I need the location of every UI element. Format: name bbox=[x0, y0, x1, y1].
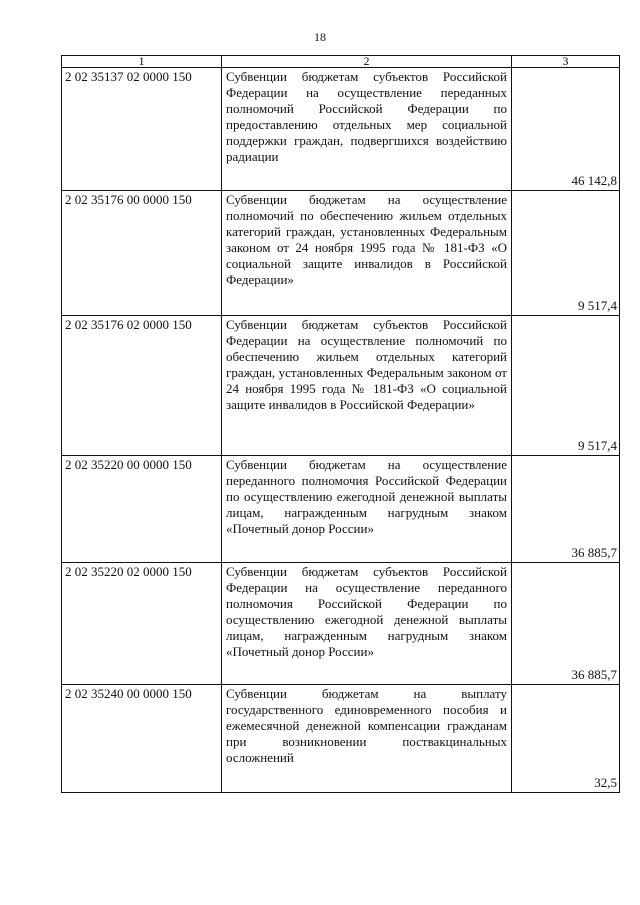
row-code: 2 02 35220 00 0000 150 bbox=[62, 456, 222, 563]
row-code: 2 02 35176 02 0000 150 bbox=[62, 316, 222, 456]
table-header-row bbox=[62, 56, 620, 68]
row-amount: 36 885,7 bbox=[512, 563, 620, 685]
page-number: 18 bbox=[314, 30, 326, 44]
budget-table bbox=[61, 55, 620, 793]
table-row bbox=[62, 685, 620, 793]
row-description: Субвенции бюджетам субъектов Российской Федерации на осуществление переданных полномочий Российской Федерации по предоставлению отдельных мер социальной поддержки граждан, подвергшихся воздействию радиации bbox=[222, 68, 512, 191]
row-description: Субвенции бюджетам на выплату государственного единовременного пособия и ежемесячной денежной компенсации гражданам при возникновении поствакцинальных осложнений bbox=[222, 685, 512, 793]
table-row bbox=[62, 191, 620, 316]
row-amount: 36 885,7 bbox=[512, 456, 620, 563]
row-description: Субвенции бюджетам на осуществление переданного полномочия Российской Федерации по осуществлению ежегодной денежной выплаты лицам, награжденным нагрудным знаком «Почетный донор России» bbox=[222, 456, 512, 563]
row-code: 2 02 35240 00 0000 150 bbox=[62, 685, 222, 793]
row-description: Субвенции бюджетам субъектов Российской Федерации на осуществление полномочий по обеспечению жильем отдельных категорий граждан, установленных Федеральным законом от 24 ноября 1995 года № 181-ФЗ «О социальной защите инвалидов в Российской Федерации» bbox=[222, 316, 512, 456]
table-row bbox=[62, 456, 620, 563]
row-description: Субвенции бюджетам субъектов Российской Федерации на осуществление переданного полномочия Российской Федерации по осуществлению ежегодной денежной выплаты лицам, награжденным нагрудным знаком «Почетный донор России» bbox=[222, 563, 512, 685]
row-amount: 9 517,4 bbox=[512, 191, 620, 316]
row-code: 2 02 35137 02 0000 150 bbox=[62, 68, 222, 191]
table-row bbox=[62, 563, 620, 685]
row-amount: 9 517,4 bbox=[512, 316, 620, 456]
column-header-description: 2 bbox=[222, 56, 512, 68]
column-header-amount: 3 bbox=[512, 56, 620, 68]
table-row bbox=[62, 316, 620, 456]
row-code: 2 02 35220 02 0000 150 bbox=[62, 563, 222, 685]
row-description: Субвенции бюджетам на осуществление полномочий по обеспечению жильем отдельных категорий граждан, установленных Федеральным законом от 24 ноября 1995 года № 181-ФЗ «О социальной защите инвалидов в Российской Федерации» bbox=[222, 191, 512, 316]
row-code: 2 02 35176 00 0000 150 bbox=[62, 191, 222, 316]
table-row bbox=[62, 68, 620, 191]
row-amount: 32,5 bbox=[512, 685, 620, 793]
row-amount: 46 142,8 bbox=[512, 68, 620, 191]
column-header-code: 1 bbox=[62, 56, 222, 68]
